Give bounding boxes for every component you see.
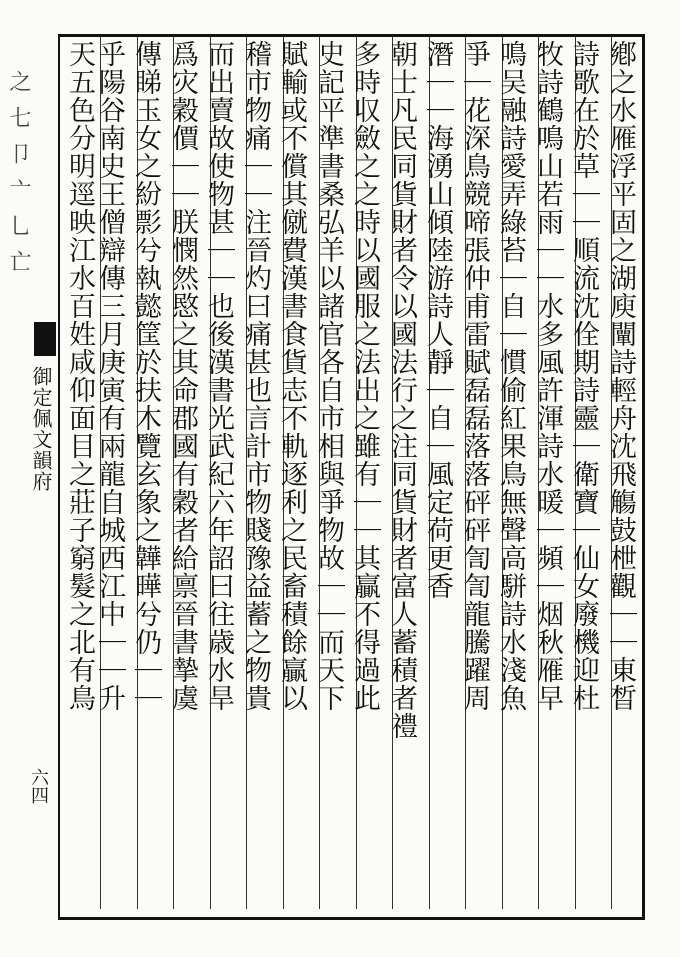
text-column-15: 乎陽谷南史王僧辯傳三月庚寅有兩龍自城西江中｜｜升 <box>94 40 125 712</box>
text-column-6: 潛｜｜海湧山傾陸游詩人靜｜自｜風定荷更香 <box>422 40 453 600</box>
text-column-10: 賦輸或不償其僦費漢書食貨志不軌逐利之民畜積餘贏以 <box>276 40 307 712</box>
text-column-16: 天五色分明逕映江水百姓咸仰面目之莊子窮髮之北有鳥 <box>64 40 95 712</box>
text-column-1: 鄕之水雁浮平固之湖庾闡詩輕舟沈飛觴鼓枻觀｜｜東晳 <box>605 40 636 712</box>
text-column-14: 傳睇玉女之紛彯兮執懿筐於扶木覽玄象之韡曄兮仍｜｜ <box>130 40 161 712</box>
text-column-9: 史記平準書桑弘羊以諸官各自市相與爭物故｜｜而天下 <box>313 40 344 712</box>
text-column-2: 詩歌在於草｜｜順流沈佺期詩靈｜衛寶｜仙女廢機迎杜 <box>568 40 599 712</box>
text-column-8: 多時収斂之之時以國服之法出之雖有｜｜其贏不得過此 <box>349 40 380 712</box>
text-column-4: 鳴吴融詩愛弄綠苔｜自｜慣偷紅果鳥無聲高駢詩水淺魚 <box>495 40 526 712</box>
book-title: 御定佩文韻府 <box>29 366 53 492</box>
edge-glyphs: 之七卩亠乚亡 <box>6 70 31 286</box>
page-number: 六四 <box>28 768 49 804</box>
text-column-3: 牧詩鶴鳴山若雨｜｜水多風許渾詩水暖｜頻｜烟秋雁早 <box>532 40 563 712</box>
text-column-7: 朝士凡民同貨財者令以國法行之注同貨財者富人蓄積者禮 <box>386 40 417 740</box>
text-column-12: 而出賣故使物甚｜｜也後漢書光武紀六年詔曰往歳水旱 <box>203 40 234 712</box>
fishtail-marker <box>34 322 56 356</box>
page-margin <box>0 30 58 930</box>
text-column-13: 爲灾穀價｜｜朕憫然愍之其命郡國有穀者給禀晉書摯虞 <box>167 40 198 712</box>
text-column-11: 稽市物痛｜｜注晉灼曰痛甚也言計市物賤豫益蓄之物貴 <box>240 40 271 712</box>
text-column-5: 爭｜花深鳥競啼張仲甫雷賦磊磊落落砰砰訇訇龍騰躍周 <box>459 40 490 712</box>
